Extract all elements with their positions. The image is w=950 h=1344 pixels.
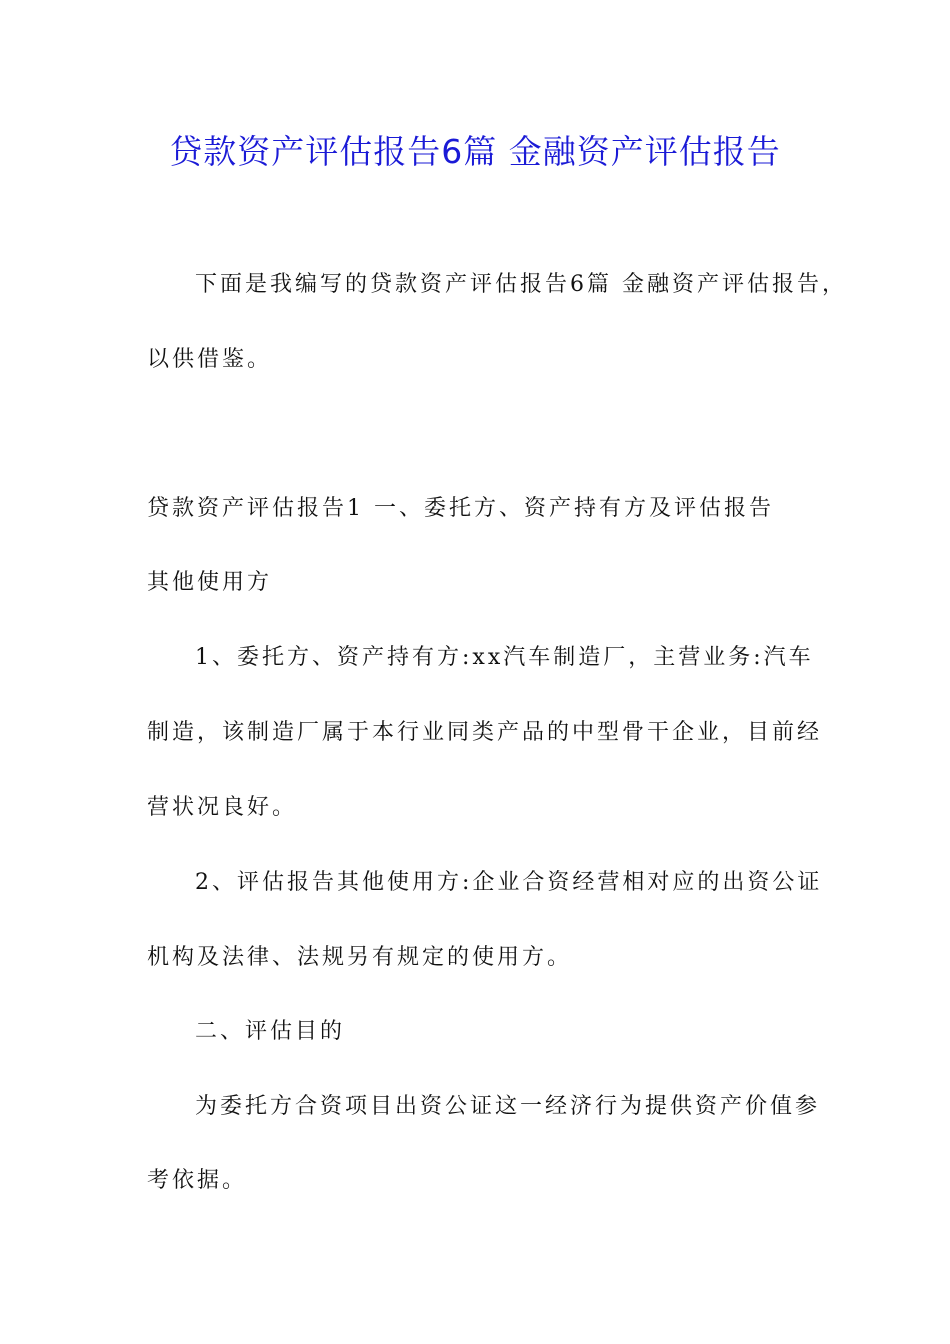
intro-line-2: 以供借鉴。 (147, 347, 273, 372)
section-2-heading: 二、评估目的 (195, 1019, 346, 1044)
intro-line-1: 下面是我编写的贷款资产评估报告6篇 金融资产评估报告， (195, 272, 847, 297)
section-1-heading-line-2: 其他使用方 (147, 570, 273, 595)
paragraph-3-line-2: 考依据。 (147, 1168, 248, 1193)
page-title: 贷款资产评估报告6篇 金融资产评估报告 (169, 132, 781, 171)
paragraph-3-line-1: 为委托方合资项目出资公证这一经济行为提供资产价值参 (195, 1094, 821, 1119)
section-1-heading-line-1: 贷款资产评估报告1 一、委托方、资产持有方及评估报告 (147, 496, 774, 521)
paragraph-2-line-1: 2、评估报告其他使用方:企业合资经营相对应的出资公证 (195, 870, 823, 895)
paragraph-1-line-3: 营状况良好。 (147, 795, 298, 820)
paragraph-1-line-1: 1、委托方、资产持有方:xx汽车制造厂，主营业务:汽车 (195, 645, 814, 670)
paragraph-1-line-2: 制造，该制造厂属于本行业同类产品的中型骨干企业，目前经 (147, 720, 823, 745)
paragraph-2-line-2: 机构及法律、法规另有规定的使用方。 (147, 945, 573, 970)
